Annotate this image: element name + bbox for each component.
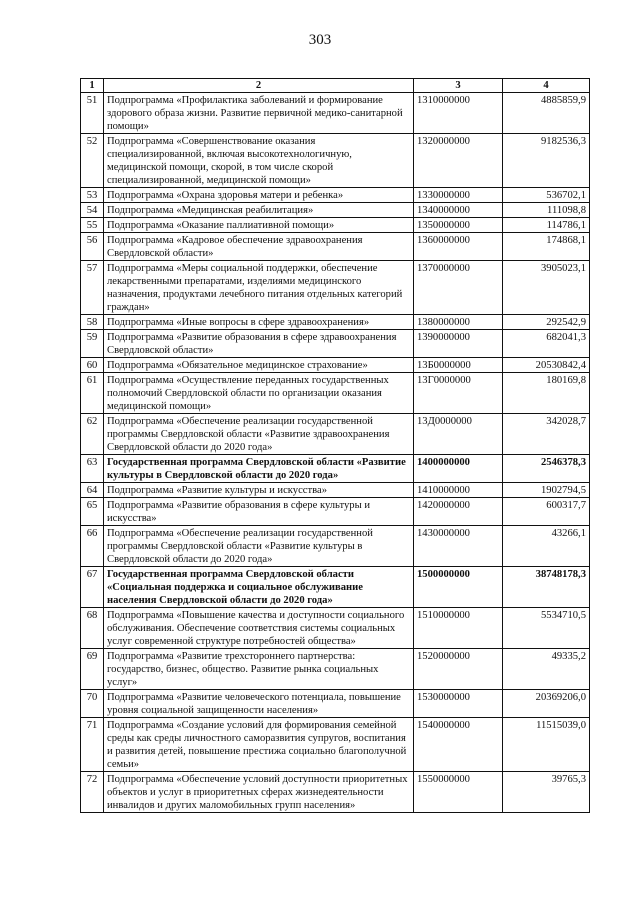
row-number-cell: 55 (81, 218, 104, 233)
row-code-cell: 1530000000 (414, 690, 503, 718)
table-row (81, 358, 590, 373)
row-number-cell: 69 (81, 649, 104, 690)
row-code-cell: 1540000000 (414, 718, 503, 772)
row-name-cell: Подпрограмма «Развитие образования в сфере культуры и искусства» (104, 498, 414, 526)
row-name-cell: Подпрограмма «Совершенствование оказания специализированной, включая высокотехнологичную, медицинской помощи, скорой, в том числе скорой специализированной, медицинской помощи» (104, 134, 414, 188)
row-amount-cell: 11515039,0 (503, 718, 590, 772)
column-header-name: 2 (104, 79, 414, 93)
row-amount-cell: 4885859,9 (503, 93, 590, 134)
row-number-cell: 64 (81, 483, 104, 498)
row-number-cell: 54 (81, 203, 104, 218)
table-row (81, 203, 590, 218)
row-name-cell: Подпрограмма «Развитие культуры и искусства» (104, 483, 414, 498)
row-number-cell: 67 (81, 567, 104, 608)
row-amount-cell: 342028,7 (503, 414, 590, 455)
row-number-cell: 65 (81, 498, 104, 526)
row-number-cell: 60 (81, 358, 104, 373)
row-amount-cell: 682041,3 (503, 330, 590, 358)
row-number-cell: 71 (81, 718, 104, 772)
row-name-cell: Подпрограмма «Осуществление переданных государственных полномочий Свердловской области по организации оказания медицинской помощи» (104, 373, 414, 414)
row-name-cell: Подпрограмма «Создание условий для формирования семейной среды как среды личностного саморазвития супругов, воспитания и развития детей, повышение престижа социально благополучной семьи» (104, 718, 414, 772)
row-amount-cell: 180169,8 (503, 373, 590, 414)
row-code-cell: 1510000000 (414, 608, 503, 649)
row-amount-cell: 43266,1 (503, 526, 590, 567)
row-name-cell: Подпрограмма «Медицинская реабилитация» (104, 203, 414, 218)
row-number-cell: 63 (81, 455, 104, 483)
row-amount-cell: 174868,1 (503, 233, 590, 261)
row-code-cell: 1370000000 (414, 261, 503, 315)
row-code-cell: 1500000000 (414, 567, 503, 608)
row-code-cell: 1520000000 (414, 649, 503, 690)
table-row (81, 690, 590, 718)
row-amount-cell: 38748178,3 (503, 567, 590, 608)
row-name-cell: Подпрограмма «Обеспечение реализации государственной программы Свердловской области «Развитие здравоохранения Свердловской области до 2020 года» (104, 414, 414, 455)
table-header-row (81, 79, 590, 93)
row-code-cell: 1330000000 (414, 188, 503, 203)
row-number-cell: 62 (81, 414, 104, 455)
row-code-cell: 1360000000 (414, 233, 503, 261)
row-amount-cell: 5534710,5 (503, 608, 590, 649)
table-row (81, 608, 590, 649)
row-amount-cell: 20530842,4 (503, 358, 590, 373)
row-code-cell: 13Д0000000 (414, 414, 503, 455)
row-name-cell: Подпрограмма «Профилактика заболеваний и формирование здорового образа жизни. Развитие первичной медико-санитарной помощи» (104, 93, 414, 134)
row-amount-cell: 1902794,5 (503, 483, 590, 498)
table-row (81, 498, 590, 526)
row-name-cell: Подпрограмма «Развитие трехстороннего партнерства: государство, бизнес, общество. Развитие рынка социальных услуг» (104, 649, 414, 690)
row-amount-cell: 49335,2 (503, 649, 590, 690)
row-amount-cell: 2546378,3 (503, 455, 590, 483)
table-row (81, 188, 590, 203)
row-number-cell: 70 (81, 690, 104, 718)
row-name-cell: Подпрограмма «Обязательное медицинское страхование» (104, 358, 414, 373)
row-code-cell: 1430000000 (414, 526, 503, 567)
row-code-cell: 1550000000 (414, 772, 503, 813)
page-number: 303 (308, 32, 332, 48)
table-row (81, 233, 590, 261)
table-row (81, 772, 590, 813)
table-body (81, 93, 590, 813)
row-number-cell: 51 (81, 93, 104, 134)
row-name-cell: Подпрограмма «Развитие человеческого потенциала, повышение уровня социальной защищенности населения» (104, 690, 414, 718)
row-code-cell: 1340000000 (414, 203, 503, 218)
table-row (81, 414, 590, 455)
row-code-cell: 1410000000 (414, 483, 503, 498)
row-number-cell: 61 (81, 373, 104, 414)
row-amount-cell: 536702,1 (503, 188, 590, 203)
row-number-cell: 58 (81, 315, 104, 330)
table-row (81, 483, 590, 498)
table-row (81, 373, 590, 414)
row-amount-cell: 39765,3 (503, 772, 590, 813)
row-name-cell: Подпрограмма «Иные вопросы в сфере здравоохранения» (104, 315, 414, 330)
row-number-cell: 72 (81, 772, 104, 813)
table-row (81, 330, 590, 358)
row-name-cell: Подпрограмма «Охрана здоровья матери и ребенка» (104, 188, 414, 203)
row-name-cell: Подпрограмма «Кадровое обеспечение здравоохранения Свердловской области» (104, 233, 414, 261)
row-name-cell: Подпрограмма «Повышение качества и доступности социального обслуживания. Обеспечение соответствия системы социальных услуг современной структуре потребностей общества» (104, 608, 414, 649)
column-header-amount: 4 (503, 79, 590, 93)
table-row (81, 134, 590, 188)
row-number-cell: 59 (81, 330, 104, 358)
row-amount-cell: 111098,8 (503, 203, 590, 218)
row-amount-cell: 20369206,0 (503, 690, 590, 718)
row-code-cell: 13Б0000000 (414, 358, 503, 373)
table-row (81, 526, 590, 567)
row-name-cell: Подпрограмма «Обеспечение реализации государственной программы Свердловской области «Развитие культуры в Свердловской области до 2020 года» (104, 526, 414, 567)
row-name-cell: Подпрограмма «Развитие образования в сфере здравоохранения Свердловской области» (104, 330, 414, 358)
row-name-cell: Подпрограмма «Оказание паллиативной помощи» (104, 218, 414, 233)
row-code-cell: 1400000000 (414, 455, 503, 483)
table-row (81, 261, 590, 315)
table-row (81, 455, 590, 483)
row-number-cell: 52 (81, 134, 104, 188)
row-code-cell: 1320000000 (414, 134, 503, 188)
table-row (81, 567, 590, 608)
row-amount-cell: 3905023,1 (503, 261, 590, 315)
row-number-cell: 53 (81, 188, 104, 203)
table-row (81, 315, 590, 330)
row-code-cell: 13Г0000000 (414, 373, 503, 414)
row-name-cell: Подпрограмма «Обеспечение условий доступности приоритетных объектов и услуг в приоритетных сферах жизнедеятельности инвалидов и других маломобильных групп населения» (104, 772, 414, 813)
table-row (81, 93, 590, 134)
table-row (81, 649, 590, 690)
row-code-cell: 1310000000 (414, 93, 503, 134)
row-number-cell: 68 (81, 608, 104, 649)
row-number-cell: 57 (81, 261, 104, 315)
table-row (81, 218, 590, 233)
row-code-cell: 1390000000 (414, 330, 503, 358)
table-row (81, 718, 590, 772)
row-code-cell: 1350000000 (414, 218, 503, 233)
row-name-cell: Государственная программа Свердловской области «Социальная поддержка и социальное обслуживание населения Свердловской области до 2020 года» (104, 567, 414, 608)
row-number-cell: 56 (81, 233, 104, 261)
row-amount-cell: 9182536,3 (503, 134, 590, 188)
row-code-cell: 1420000000 (414, 498, 503, 526)
row-number-cell: 66 (81, 526, 104, 567)
column-header-number: 1 (81, 79, 104, 93)
row-name-cell: Подпрограмма «Меры социальной поддержки, обеспечение лекарственными препаратами, изделиями медицинского назначения, продуктами лечебного питания отдельных категорий граждан» (104, 261, 414, 315)
row-amount-cell: 600317,7 (503, 498, 590, 526)
row-code-cell: 1380000000 (414, 315, 503, 330)
budget-table (80, 78, 590, 813)
row-amount-cell: 114786,1 (503, 218, 590, 233)
column-header-code: 3 (414, 79, 503, 93)
row-amount-cell: 292542,9 (503, 315, 590, 330)
row-name-cell: Государственная программа Свердловской области «Развитие культуры в Свердловской области до 2020 года» (104, 455, 414, 483)
